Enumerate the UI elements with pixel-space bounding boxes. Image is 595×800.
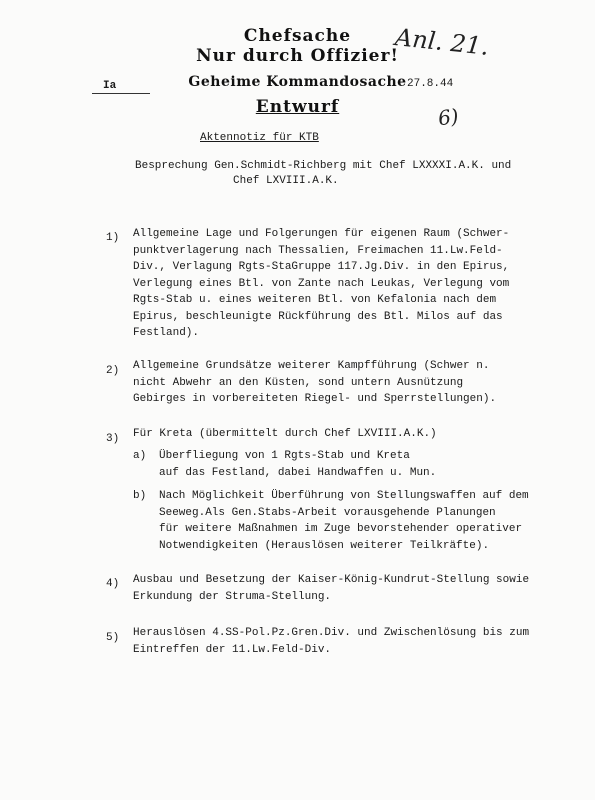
item-text: Herauslösen 4.SS-Pol.Pz.Gren.Div. und Zwischenlösung bis zum Eintreffen der 11.Lw.Feld-Div. [133,627,530,656]
stamp-entwurf: Entwurf [255,97,340,117]
item-number: 5) [106,632,120,644]
department-label: Ia [103,80,117,92]
stamp-chefsache: Chefsache [243,26,352,46]
document-title: Aktennotiz für KTB [200,132,319,144]
subitem-label: a) [133,450,147,462]
handwritten-mark: 6) [436,103,461,131]
subitem-label: b) [133,490,147,502]
item-text: Für Kreta (übermittelt durch Chef LXVIII.A.K.) [133,428,437,440]
item-text: Allgemeine Lage und Folgerungen für eigenen Raum (Schwer- punktverlagerung nach Thessalien, Freimachen 11.Lw.Feld- Div., Verlagung Rgts-StaGruppe 117.Jg.Div. in den Epirus, Verlegung eines Btl. von Zante nach Leukas, Verlegung vom Rgts-Stab u. eines weiteren Btl. von Kefalonia nach dem Epirus, beschleunigte Rückführung des Btl. Milos auf das Festland). [133,228,510,339]
document-date: 27.8.44 [407,78,454,90]
item-number: 1) [106,232,120,244]
subject-line-1: Besprechung Gen.Schmidt-Richberg mit Chef LXXXXI.A.K. und [135,160,512,172]
subject-line-2: Chef LXVIII.A.K. [233,175,339,187]
stamp-nur-durch-offizier: Nur durch Offizier! [196,46,399,66]
item-number: 2) [106,365,120,377]
item-text: Allgemeine Grundsätze weiterer Kampfführung (Schwer n. nicht Abwehr an den Küsten, sond untern Ausnützung Gebirges in vorbereiteten Riegel- und Sperrstellungen). [133,360,497,405]
handwritten-reference: Anl. 21. [393,23,491,61]
item-number: 4) [106,578,120,590]
stamp-geheime-kommandosache: Geheime Kommandosache [188,74,407,90]
subitem-text: Überfliegung von 1 Rgts-Stab und Kreta auf das Festland, dabei Handwaffen u. Mun. [159,450,437,479]
department-underline [92,93,150,94]
item-number: 3) [106,433,120,445]
subitem-text: Nach Möglichkeit Überführung von Stellungswaffen auf dem Seeweg.Als Gen.Stabs-Arbeit vorausgehende Planungen für weitere Maßnahmen im Zuge bevorstehender operativer Notwendigkeiten (Herauslösen weiterer Teilkräfte). [159,490,529,552]
item-text: Ausbau und Besetzung der Kaiser-König-Kundrut-Stellung sowie Erkundung der Struma-Stellung. [133,574,530,603]
